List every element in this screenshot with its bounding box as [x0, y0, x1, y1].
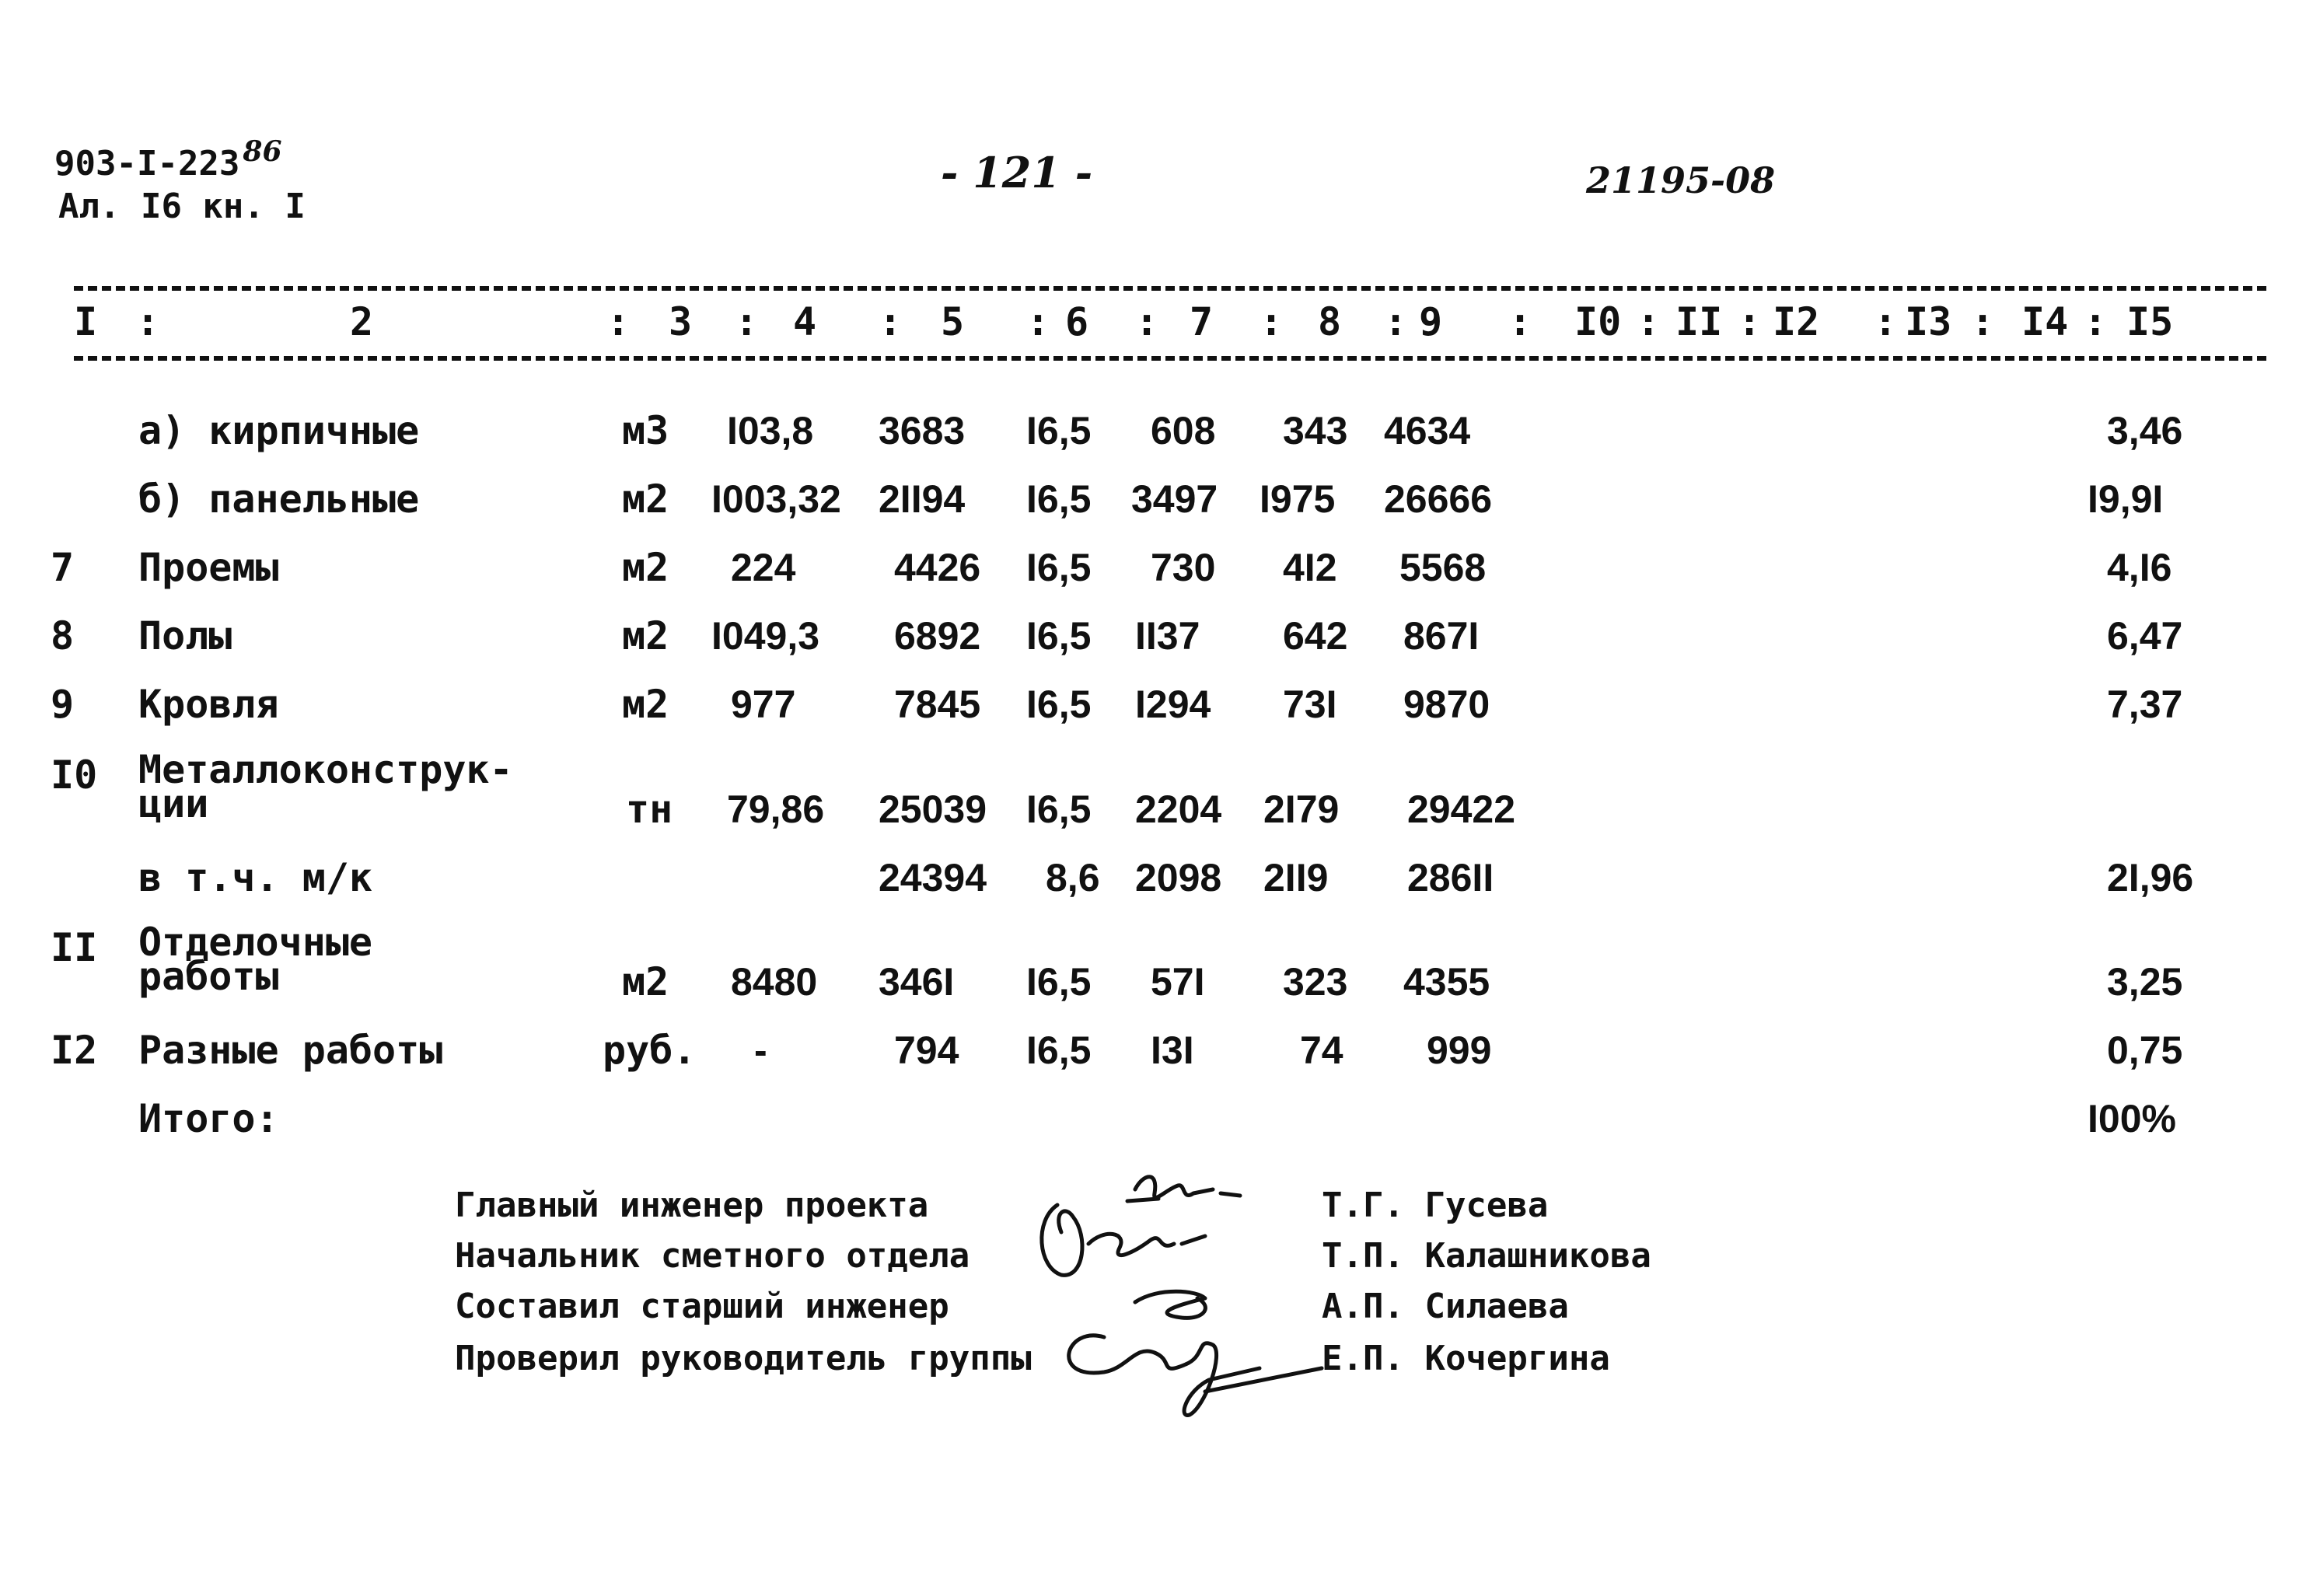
row-col15: 2I,96: [2107, 856, 2194, 899]
signer-name: Т.Г. Гусева: [1322, 1186, 1549, 1225]
total-value: I00%: [2088, 1097, 2176, 1140]
row-percent: I6,5: [1026, 1028, 1092, 1072]
row-quantity: 79,86: [727, 788, 825, 831]
row-name-line1: Металлоконструк-: [138, 747, 513, 792]
row-name-line1: Отделочные: [138, 920, 373, 965]
row-col9: 5568: [1399, 546, 1487, 589]
row-percent: I6,5: [1026, 409, 1092, 452]
col-separator: :: [1260, 299, 1284, 344]
col-4-label: 4: [793, 299, 817, 344]
header-rule-bottom: [74, 356, 2266, 361]
row-cost: 6892: [894, 614, 981, 658]
row-col8: 343: [1283, 409, 1348, 452]
row-quantity: 8480: [731, 960, 818, 1004]
document-code: [54, 135, 282, 183]
row-col15: 7,37: [2107, 683, 2183, 726]
signer-role: Начальник сметного отдела: [455, 1236, 970, 1276]
archive-stamp: 21195-08: [1586, 159, 1776, 201]
row-quantity: I03,8: [727, 409, 814, 452]
row-name: а) кирпичные: [138, 408, 420, 453]
row-col7: 730: [1151, 546, 1216, 589]
row-col7: I294: [1135, 683, 1211, 726]
row-quantity: -: [754, 1028, 767, 1072]
row-col15: 3,25: [2107, 960, 2183, 1004]
row-number: I2: [51, 1028, 98, 1073]
row-unit: м2: [622, 682, 669, 727]
row-col9: 29422: [1407, 788, 1516, 831]
signer-name: Е.П. Кочергина: [1322, 1339, 1610, 1378]
row-col15: 6,47: [2107, 614, 2183, 658]
row-col7: II37: [1135, 614, 1200, 658]
col-15-label: I5: [2126, 299, 2174, 344]
row-percent: 8,6: [1046, 856, 1100, 899]
row-cost: 794: [894, 1028, 959, 1072]
col-13-label: I3: [1905, 299, 1952, 344]
signer-name: Т.П. Калашникова: [1322, 1236, 1651, 1276]
row-cost: 25039: [879, 788, 987, 831]
row-name: Полы: [138, 613, 232, 658]
row-cost: 2II94: [879, 477, 966, 521]
col-14-label: I4: [2021, 299, 2069, 344]
row-percent: I6,5: [1026, 546, 1092, 589]
row-col9: 26666: [1384, 477, 1493, 521]
row-percent: I6,5: [1026, 683, 1092, 726]
page-number: - 121 -: [941, 148, 1093, 197]
col-separator: :: [1874, 299, 1898, 344]
col-3-label: 3: [669, 299, 693, 344]
row-number: 8: [51, 613, 75, 658]
col-separator: :: [735, 299, 759, 344]
row-percent: I6,5: [1026, 788, 1092, 831]
row-col7: 57I: [1151, 960, 1205, 1004]
col-separator: :: [1738, 299, 1762, 344]
row-unit: м2: [622, 477, 669, 522]
row-col8: 2I79: [1263, 788, 1340, 831]
col-separator: :: [1135, 299, 1159, 344]
row-number: I0: [51, 753, 98, 798]
signer-role: Проверил руководитель группы: [455, 1339, 1032, 1378]
row-cost: 24394: [879, 856, 987, 899]
col-separator: :: [606, 299, 631, 344]
col-10-label: I0: [1574, 299, 1622, 344]
row-col8: 4I2: [1283, 546, 1337, 589]
row-col7: 608: [1151, 409, 1216, 452]
row-col7: I3I: [1151, 1028, 1194, 1072]
row-col9: 4355: [1403, 960, 1490, 1004]
row-name: в т.ч. м/к: [138, 855, 373, 900]
row-col15: 0,75: [2107, 1028, 2183, 1072]
col-separator: :: [1384, 299, 1408, 344]
row-col8: 2II9: [1263, 856, 1329, 899]
row-quantity: I003,32: [711, 477, 841, 521]
row-percent: I6,5: [1026, 477, 1092, 521]
row-cost: 346I: [879, 960, 955, 1004]
row-unit: м2: [622, 959, 669, 1004]
row-quantity: 977: [731, 683, 796, 726]
signer-name: А.П. Силаева: [1322, 1287, 1569, 1326]
row-col9: 4634: [1384, 409, 1471, 452]
col-separator: :: [136, 299, 160, 344]
row-number: 7: [51, 545, 75, 590]
row-name: Проемы: [138, 545, 279, 590]
col-9-label: 9: [1419, 299, 1443, 344]
row-unit: м3: [622, 408, 669, 453]
row-percent: I6,5: [1026, 614, 1092, 658]
total-label: Итого:: [138, 1096, 279, 1141]
row-unit: м2: [622, 613, 669, 658]
document-code-superscript: 86: [243, 135, 282, 168]
col-separator: :: [879, 299, 903, 344]
col-5-label: 5: [941, 299, 965, 344]
row-cost: 4426: [894, 546, 981, 589]
col-12-label: I2: [1773, 299, 1820, 344]
col-separator: :: [1971, 299, 1995, 344]
header-rule-top: [74, 286, 2266, 291]
col-separator: :: [1026, 299, 1050, 344]
row-quantity: 224: [731, 546, 796, 589]
row-name: б) панельные: [138, 477, 420, 522]
col-11-label: II: [1675, 299, 1723, 344]
row-col15: 4,I6: [2107, 546, 2172, 589]
row-name: Кровля: [138, 682, 279, 727]
row-col8: 74: [1300, 1028, 1343, 1072]
row-unit: тн: [626, 787, 673, 832]
row-col9: 9870: [1403, 683, 1490, 726]
row-name-line2: работы: [138, 954, 279, 999]
row-col7: 3497: [1131, 477, 1218, 521]
col-separator: :: [1637, 299, 1661, 344]
col-2-label: 2: [350, 299, 374, 344]
col-separator: :: [2084, 299, 2108, 344]
row-unit: м2: [622, 545, 669, 590]
row-number: 9: [51, 682, 75, 727]
row-col8: 642: [1283, 614, 1348, 658]
col-6-label: 6: [1065, 299, 1089, 344]
col-8-label: 8: [1318, 299, 1342, 344]
row-col15: I9,9I: [2088, 477, 2164, 521]
row-col9: 867I: [1403, 614, 1480, 658]
album-book-label: Ал. I6 кн. I: [58, 187, 306, 226]
row-col15: 3,46: [2107, 409, 2183, 452]
row-unit: руб.: [603, 1028, 697, 1073]
document-code-text: 903-I-223: [54, 144, 240, 183]
row-quantity: I049,3: [711, 614, 820, 658]
row-col7: 2204: [1135, 788, 1222, 831]
col-separator: :: [1508, 299, 1532, 344]
row-number: II: [51, 925, 98, 970]
row-col8: 323: [1283, 960, 1348, 1004]
row-percent: I6,5: [1026, 960, 1092, 1004]
row-cost: 3683: [879, 409, 966, 452]
signer-role: Главный инженер проекта: [455, 1186, 929, 1225]
row-col9: 286II: [1407, 856, 1494, 899]
row-col9: 999: [1427, 1028, 1492, 1072]
row-col7: 2098: [1135, 856, 1222, 899]
row-cost: 7845: [894, 683, 981, 726]
col-1-label: I: [74, 299, 98, 344]
handwritten-signatures: [1018, 1158, 1345, 1446]
row-col8: 73I: [1283, 683, 1337, 726]
col-7-label: 7: [1190, 299, 1214, 344]
row-name: Разные работы: [138, 1028, 443, 1073]
row-col8: I975: [1260, 477, 1336, 521]
signer-role: Составил старший инженер: [455, 1287, 949, 1326]
row-name-line2: ции: [138, 781, 209, 826]
